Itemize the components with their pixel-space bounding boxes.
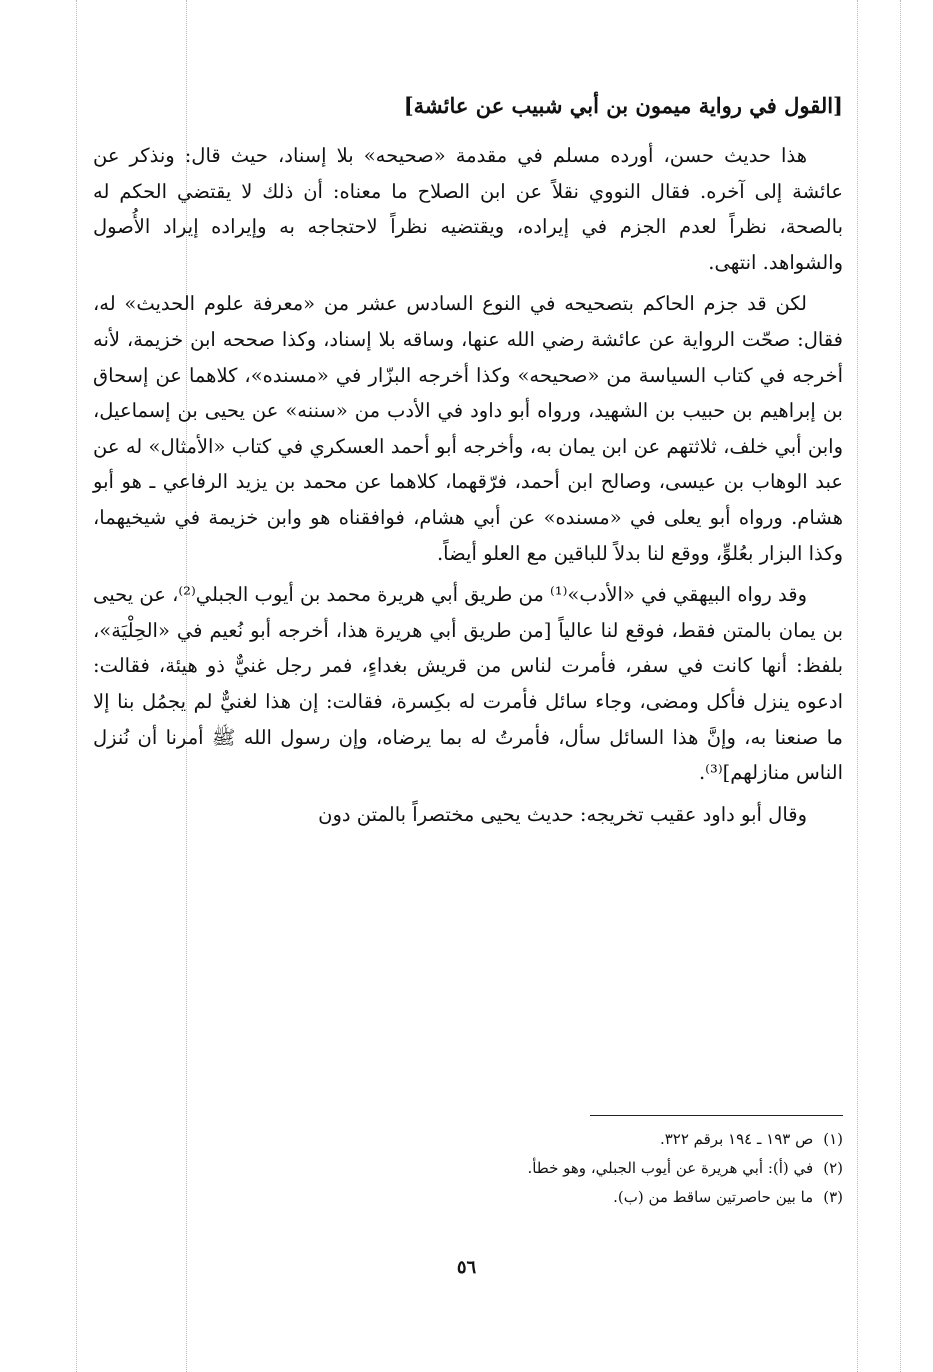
section-heading: [القول في رواية ميمون بن أبي شبيب عن عائشة] — [403, 93, 843, 118]
paragraph: وقال أبو داود عقيب تخريجه: حديث يحيى مختصراً بالمتن دون — [318, 802, 807, 826]
footnote-text: ص ١٩٣ ـ ١٩٤ برقم ٣٢٢. — [659, 1130, 814, 1148]
footnote — [360, 1183, 843, 1212]
footnote-separator — [590, 1115, 843, 1116]
page-number: ٥٦ — [456, 1257, 477, 1278]
paragraph: لكن قد جزم الحاكم بتصحيحه في النوع السادس عشر من «معرفة علوم الحديث» له، فقال: صحّت الرواية عن عائشة رضي الله عنها، وساقه بلا إسناد، وكذا صححه ابن خزيمة، لأنه أخرجه في كتاب السياسة من «صحيحه» وكذا أخرجه البزّار في «مسنده»، كلاهما عن إسحاق بن إبراهيم بن حبيب بن الشهيد، ورواه أبو داود في الأدب من «سننه» عن يحيى بن إسماعيل، وابن أبي خلف، ثلاثتهم عن ابن يمان به، وأخرجه أبو أحمد العسكري في كتاب «الأمثال» له عن عبد الوهاب بن عيسى، وصالح ابن أحمد، فرّقهما، كلاهما عن محمد بن يزيد الرفاعي ـ هو أبو هشام. ورواه أبو يعلى في «مسنده» عن أبي هشام، فوافقناه هو وابن خزيمة في شيخيهما، وكذا البزار بعُلوٍّ، ووقع لنا بدلاً للباقين مع العلو أيضاً. — [93, 292, 843, 565]
footnote-number: (٢) — [823, 1159, 843, 1177]
paragraph: وقد رواه البيهقي في «الأدب»⁽¹⁾ من طريق أبي هريرة محمد بن أيوب الجبلي⁽²⁾، عن يحيى بن يمان بالمتن فقط، فوقع لنا عالياً [من طريق أبي هريرة هذا، أخرجه أبو نُعيم في «الحِلْيَة»، بلفظ: أنها كانت في سفر، فأمرت لناس من قريش بغداءٍ، فمر رجل غنيٌّ ذو هيئة، فقالت: ادعوه ينزل فأكل ومضى، وجاء سائل فأمرت له بكِسرة، فقالت: إن هذا لغنيٌّ لم يجمُل بنا إلا ما صنعنا به، وإنَّ هذا السائل سأل، فأمرتُ له بما يرضاه، وإن رسول الله ﷺ أمرنا أن نُنزل الناس منازلهم]⁽³⁾. — [93, 583, 843, 785]
footnote-text: في (أ): أبي هريرة عن أيوب الجبلي، وهو خطأ. — [527, 1159, 814, 1177]
footnote — [360, 1125, 843, 1154]
footnotes — [360, 1125, 843, 1212]
guide-line — [857, 0, 858, 1372]
footnote-number: (١) — [823, 1130, 843, 1148]
guide-line — [76, 0, 77, 1372]
page-body — [93, 88, 843, 838]
footnote-text: ما بين حاصرتين ساقط من (ب). — [613, 1188, 814, 1206]
footnote — [360, 1154, 843, 1183]
footnote-number: (٣) — [823, 1188, 843, 1206]
guide-line — [900, 0, 901, 1372]
paragraph: هذا حديث حسن، أورده مسلم في مقدمة «صحيحه» بلا إسناد، حيث قال: ونذكر عن عائشة إلى آخره. فقال النووي نقلاً عن ابن الصلاح ما معناه: أن ذلك لا يقتضي الحكم له بالصحة، نظراً لعدم الجزم في إيراده، ويقتضيه نظراً لاحتجاجه به وإيراده إيراد الأُصول والشواهد. انتهى. — [93, 144, 843, 274]
